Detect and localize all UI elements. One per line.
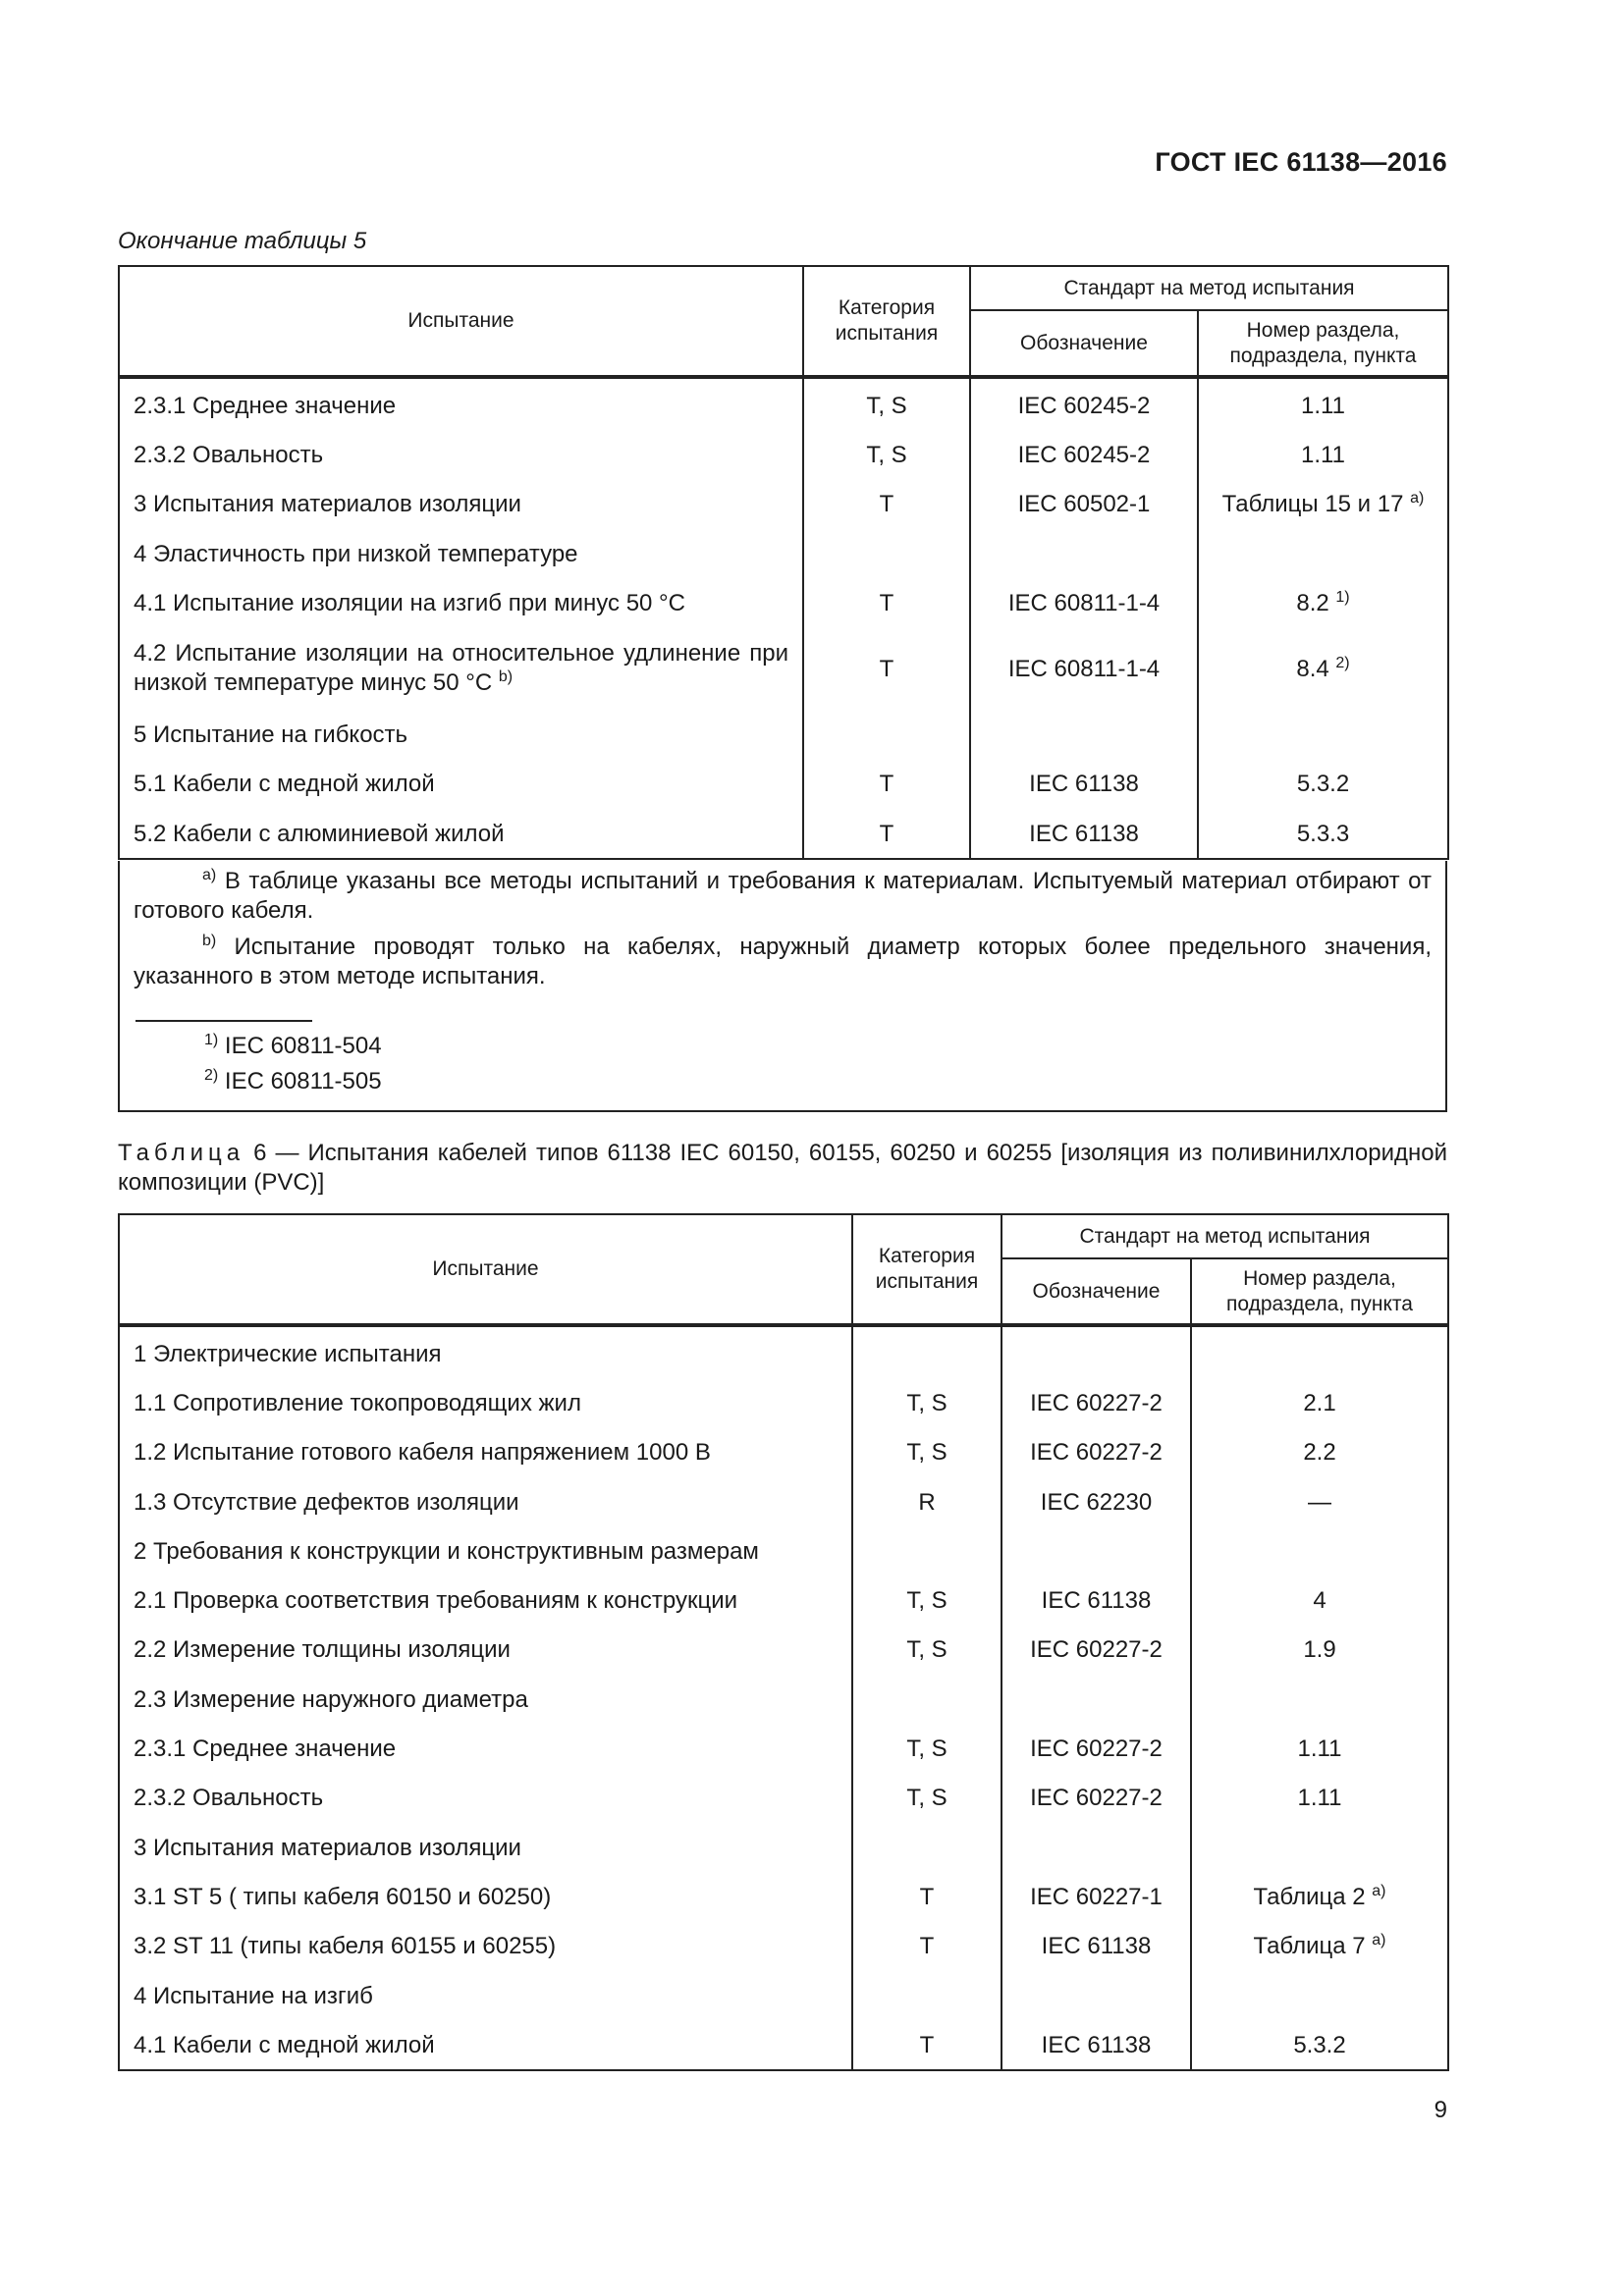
cell-test: 2.3.2 Овальность <box>119 430 803 479</box>
note-mark: b) <box>202 933 217 949</box>
table6-head-standard: Стандарт на метод испытания <box>1001 1214 1448 1258</box>
cell-category <box>852 1823 1001 1872</box>
cell-section: 5.3.2 <box>1198 760 1448 809</box>
cell-section: 8.4 $^{2)}$ <box>1198 627 1448 710</box>
cell-category: T, S <box>852 1626 1001 1675</box>
cell-designation: IEC 61138 <box>970 809 1198 859</box>
cell-section <box>1198 529 1448 578</box>
table-row <box>119 1626 1448 1675</box>
table-row <box>119 578 1448 627</box>
cell-section: 1.11 <box>1198 430 1448 479</box>
table5-head-designation: Обозначение <box>970 310 1198 377</box>
footnote-rule <box>135 1020 312 1022</box>
cell-section: 1.11 <box>1191 1724 1448 1773</box>
table-row <box>119 760 1448 809</box>
table-row <box>119 1872 1448 1921</box>
cell-category <box>852 1325 1001 1378</box>
note-mark: a) <box>202 867 217 883</box>
footnote-1 <box>204 1032 382 1061</box>
table6-head-section: Номер раздела, подраздела, пункта <box>1191 1258 1448 1325</box>
cell-designation: IEC 60227-1 <box>1001 1872 1191 1921</box>
cell-category: T, S <box>852 1428 1001 1477</box>
cell-designation: IEC 62230 <box>1001 1477 1191 1526</box>
cell-test: 2.1 Проверка соответствия требованиям к конструкции <box>119 1575 852 1625</box>
cell-category: T <box>803 760 970 809</box>
cell-category: T, S <box>852 1378 1001 1427</box>
table-row <box>119 1526 1448 1575</box>
cell-category: T <box>803 578 970 627</box>
cell-designation: IEC 60227-2 <box>1001 1774 1191 1823</box>
table6-head-test: Испытание <box>119 1214 852 1325</box>
cell-test: 5 Испытание на гибкость <box>119 710 803 759</box>
cell-designation: IEC 61138 <box>970 760 1198 809</box>
cell-test: 3 Испытания материалов изоляции <box>119 480 803 529</box>
cell-designation <box>970 529 1198 578</box>
table-row <box>119 710 1448 759</box>
cell-designation <box>1001 1823 1191 1872</box>
cell-category <box>852 1526 1001 1575</box>
table-row <box>119 2020 1448 2070</box>
cell-category: T, S <box>803 377 970 430</box>
cell-section: 1.9 <box>1191 1626 1448 1675</box>
cell-section <box>1191 1971 1448 2020</box>
cell-test: 2.3.1 Среднее значение <box>119 1724 852 1773</box>
cell-designation: IEC 60227-2 <box>1001 1428 1191 1477</box>
cell-designation: IEC 61138 <box>1001 1922 1191 1971</box>
cell-designation <box>1001 1325 1191 1378</box>
cell-designation: IEC 60811-1-4 <box>970 627 1198 710</box>
cell-category: T <box>852 1872 1001 1921</box>
cell-category: T <box>803 480 970 529</box>
cell-section: Таблица 2 $^{a)}$ <box>1191 1872 1448 1921</box>
cell-category: T <box>852 1922 1001 1971</box>
cell-designation: IEC 60227-2 <box>1001 1378 1191 1427</box>
table5-head-standard: Стандарт на метод испытания <box>970 266 1448 310</box>
cell-test: 4.1 Кабели с медной жилой <box>119 2020 852 2070</box>
cell-designation: IEC 60245-2 <box>970 377 1198 430</box>
cell-test: 2.2 Измерение толщины изоляции <box>119 1626 852 1675</box>
cell-category: T, S <box>852 1774 1001 1823</box>
cell-test: 2 Требования к конструкции и конструктивным размерам <box>119 1526 852 1575</box>
cell-test: 2.3.2 Овальность <box>119 1774 852 1823</box>
table-row <box>119 1823 1448 1872</box>
table6-caption <box>118 1139 1447 1198</box>
cell-test: 1 Электрические испытания <box>119 1325 852 1378</box>
note-text: В таблице указаны все методы испытаний и требования к материалам. Испытуемый материал отбирают от готового кабеля. <box>134 868 1432 924</box>
table5-note-a <box>134 867 1432 926</box>
cell-category: T, S <box>852 1575 1001 1625</box>
cell-section: 2.2 <box>1191 1428 1448 1477</box>
table-row <box>119 430 1448 479</box>
cell-category: R <box>852 1477 1001 1526</box>
cell-test: 4 Испытание на изгиб <box>119 1971 852 2020</box>
cell-category: T <box>803 627 970 710</box>
cell-category: T, S <box>803 430 970 479</box>
cell-designation <box>1001 1526 1191 1575</box>
cell-test: 1.1 Сопротивление токопроводящих жил <box>119 1378 852 1427</box>
footnote-2 <box>204 1067 382 1096</box>
cell-section: 8.2 $^{1)}$ <box>1198 578 1448 627</box>
table-row <box>119 1428 1448 1477</box>
table5-head-test: Испытание <box>119 266 803 377</box>
cell-designation: IEC 60245-2 <box>970 430 1198 479</box>
cell-category <box>803 710 970 759</box>
table-row <box>119 377 1448 430</box>
table-row <box>119 1477 1448 1526</box>
cell-category <box>852 1971 1001 2020</box>
cell-test: 3.1 ST 5 ( типы кабеля 60150 и 60250) <box>119 1872 852 1921</box>
cell-designation: IEC 60502-1 <box>970 480 1198 529</box>
cell-designation: IEC 61138 <box>1001 2020 1191 2070</box>
cell-category: T <box>803 809 970 859</box>
cell-test: 1.3 Отсутствие дефектов изоляции <box>119 1477 852 1526</box>
cell-designation: IEC 60227-2 <box>1001 1724 1191 1773</box>
cell-section: Таблица 7 $^{a)}$ <box>1191 1922 1448 1971</box>
cell-designation <box>970 710 1198 759</box>
table6-head-designation: Обозначение <box>1001 1258 1191 1325</box>
table5-head-category: Категория испытания <box>803 266 970 377</box>
table5-notes <box>118 861 1447 1112</box>
cell-test: 2.3.1 Среднее значение <box>119 377 803 430</box>
cell-section <box>1191 1675 1448 1724</box>
table6 <box>118 1213 1449 2071</box>
cell-section: 5.3.2 <box>1191 2020 1448 2070</box>
footnote-mark: 1) <box>204 1032 219 1048</box>
cell-test: 4.2 Испытание изоляции на относительное удлинение при низкой температуре минус 50 °C $^{b)}$ <box>119 627 803 710</box>
table5-note-b <box>134 933 1432 991</box>
cell-section: 1.11 <box>1198 377 1448 430</box>
cell-section <box>1191 1823 1448 1872</box>
cell-section: — <box>1191 1477 1448 1526</box>
cell-test: 2.3 Измерение наружного диаметра <box>119 1675 852 1724</box>
cell-section <box>1191 1526 1448 1575</box>
cell-designation: IEC 60227-2 <box>1001 1626 1191 1675</box>
cell-designation <box>1001 1971 1191 2020</box>
table-row <box>119 1774 1448 1823</box>
cell-category <box>803 529 970 578</box>
cell-test: 3 Испытания материалов изоляции <box>119 1823 852 1872</box>
cell-section <box>1198 710 1448 759</box>
footnote-text: IEC 60811-505 <box>224 1068 382 1095</box>
table6-title: 6 — Испытания кабелей типов 61138 IEC 60150, 60155, 60250 и 60255 [изоляция из поливинилхлоридной композиции (PVC)] <box>118 1140 1447 1196</box>
cell-test: 4 Эластичность при низкой температуре <box>119 529 803 578</box>
cell-test: 3.2 ST 11 (типы кабеля 60155 и 60255) <box>119 1922 852 1971</box>
table6-label: Таблица <box>118 1140 245 1166</box>
cell-section <box>1191 1325 1448 1378</box>
cell-designation: IEC 60811-1-4 <box>970 578 1198 627</box>
table5 <box>118 265 1449 860</box>
page-number: 9 <box>1434 2097 1447 2123</box>
cell-section: 2.1 <box>1191 1378 1448 1427</box>
cell-section: 4 <box>1191 1575 1448 1625</box>
cell-test: 5.1 Кабели с медной жилой <box>119 760 803 809</box>
note-text: Испытание проводят только на кабелях, наружный диаметр которых более предельного значения, указанного в этом методе испытания. <box>134 934 1433 989</box>
table-row <box>119 1575 1448 1625</box>
table-row <box>119 627 1448 710</box>
table-row <box>119 1378 1448 1427</box>
cell-test: 5.2 Кабели с алюминиевой жилой <box>119 809 803 859</box>
table-row <box>119 1971 1448 2020</box>
table-row <box>119 1922 1448 1971</box>
table-row <box>119 1724 1448 1773</box>
table5-head-section: Номер раздела, подраздела, пункта <box>1198 310 1448 377</box>
table5-caption: Окончание таблицы 5 <box>118 228 367 254</box>
cell-category: T <box>852 2020 1001 2070</box>
document-code: ГОСТ IEC 61138—2016 <box>1155 147 1447 177</box>
table-row <box>119 1325 1448 1378</box>
cell-designation: IEC 61138 <box>1001 1575 1191 1625</box>
footnote-text: IEC 60811-504 <box>224 1033 382 1059</box>
cell-category: T, S <box>852 1724 1001 1773</box>
table-row <box>119 480 1448 529</box>
table-row <box>119 809 1448 859</box>
cell-test: 4.1 Испытание изоляции на изгиб при минус 50 °C <box>119 578 803 627</box>
cell-category <box>852 1675 1001 1724</box>
cell-section: 5.3.3 <box>1198 809 1448 859</box>
cell-test: 1.2 Испытание готового кабеля напряжением 1000 В <box>119 1428 852 1477</box>
cell-section: Таблицы 15 и 17 $^{a)}$ <box>1198 480 1448 529</box>
cell-section: 1.11 <box>1191 1774 1448 1823</box>
table6-head-category: Категория испытания <box>852 1214 1001 1325</box>
table-row <box>119 1675 1448 1724</box>
footnote-mark: 2) <box>204 1067 219 1084</box>
cell-designation <box>1001 1675 1191 1724</box>
table-row <box>119 529 1448 578</box>
